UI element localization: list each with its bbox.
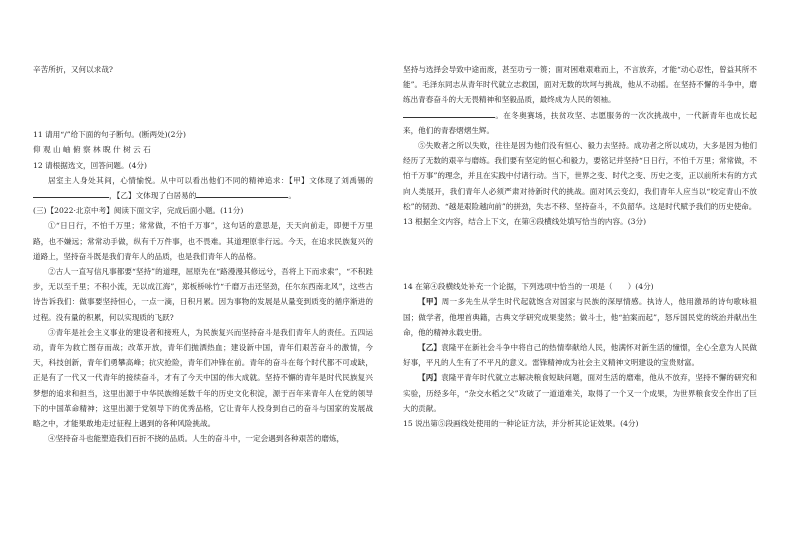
paragraph-1: ①“日日行，不怕千万里；常常做，不怕千万事”，这句话的意思是，天天向前走，即便千万里路，也不嫌远；常常动手做，纵有千万件事，也不畏难。其道理原非行远。今天，在追求民族复兴的道路上，坚持奋斗既是我们青年人的品质，也是我们青年人的品格。 bbox=[33, 221, 373, 261]
question-13: 13 根据全文内容，结合上下文，在第④段横线处填写恰当的内容。(3分) bbox=[403, 217, 647, 227]
question-11-sentence: 仰 观 山 岫 俯 察 林 睨 什 树 云 石 bbox=[33, 145, 151, 155]
section-3-heading: (三)【2022·北京中考】阅读下面文字，完成后面小题。(11分) bbox=[33, 206, 244, 216]
option-c: 【丙】袁隆平青年时代就立志解决粮食短缺问题，面对生活的磨难，他从不放弃，坚持不懈的研究和实验，历经多年，“杂交水稻之父”攻破了一道道难关，取得了一个又一个成果，为世界粮食安全作出了巨大的贡献。 bbox=[403, 373, 757, 413]
question-11: 11 请用“/”给下面的句子断句。(断两处)(2分) bbox=[33, 130, 186, 140]
paragraph-2: ②古人一直写信凡事都要“坚持”的道理，屈原先在“路漫漫其修远兮，吾将上下而求索”，“不积跬步，无以至千里；不积小流，无以成江海”，郑板桥咏竹“千磨万击还坚劲，任尔东西南北风”，这些古诗告诉我们：做事要坚持恒心，一点一滴，日积月累。因为事物的发展是从量变到质变的循序渐进的过程。没有量的积累，何以实现质的飞跃? bbox=[33, 267, 373, 322]
option-b: 【乙】袁隆平在新社会斗争中将自己的热情奉献给人民，他满怀对新生活的憧憬，全心全意为人民做好事，平凡的人生有了不平凡的意义。雷锋精神成为社会主义精神文明建设的宝贵财富。 bbox=[403, 343, 757, 368]
paragraph-4: ④坚持奋斗也能塑造我们百折不挠的品质。人生的奋斗中，一定会遇到各种艰苦的磨炼， bbox=[48, 434, 345, 444]
question-15: 15 说出第⑤段画线处使用的一种论证方法，并分析其论证效果。(4分) bbox=[403, 419, 639, 429]
left-column bbox=[33, 62, 373, 446]
option-a: 【甲】周一多先生从学生时代起就饱含对国家与民族的深厚情感。执诗人，他用激昂的诗句歌咏祖国；做学者，他埋首典籍，古典文学研究成果斐然；做斗士，他“拍案而起”，怒斥国民党的统治并献出生命，他的精神永载史册。 bbox=[403, 297, 757, 337]
passage-tail: 辛苦所折，又何以求哉? bbox=[33, 65, 114, 74]
paragraph-4-blank-line: 。在冬奥赛场，扶贫攻坚、志愿服务的一次次挑战中，一代新青年也成长起来，他们的青春熠熠生辉。 bbox=[403, 110, 757, 135]
paragraph-3: ③青年是社会主义事业的建设者和接班人，为民族复兴而坚持奋斗是我们青年人的责任。五四运动，青年为救亡图存而战；改革开放，青年们抛洒热血；建设新中国，青年们艰苦奋斗的激情，今天，科技创新，青年们勇攀高峰；抗灾抢险，青年们冲锋在前。青年的奋斗在每个时代都不可或缺，正是有了一代又一代青年的接续奋斗，才有了今天中国的伟大成就。坚持不懈的青年是时代民族复兴梦想的追求和担当，这里出源于中华民族绵延数千年的历史文化积淀，源于百年来青年人在党的领导下的中国革命精神；这里出源于党领导下的优秀品格，它让青年人投身到自己的奋斗与国家的发展战略之中，才能果敢地走过征程上遇到的各种风险挑战。 bbox=[33, 327, 373, 429]
question-12: 12 请根据选文，回答问题。(4分) bbox=[33, 160, 147, 170]
question-12-text: 居室主人身处其间，心情愉悦。从中可以看出他们不同的精神追求：【甲】文体现了刘禹锡的，【乙】文体现了白居易的 。 bbox=[33, 173, 373, 203]
question-14: 14 在第④段横线处补充一个论据，下列选项中恰当的一项是（ ）(4分) bbox=[403, 282, 654, 292]
paragraph-4-continued: 坚持与选择会导致中途而废，甚至功亏一篑；面对困难艰难而上，不言放弃，才能“动心忍性，曾益其所不能”。毛泽东同志从青年时代就立志救国，面对无数的坎坷与挑战，他从不动摇。在坚持不懈的斗争中，磨练出青春奋斗的大无畏精神和坚毅品质，最终成为人民的领袖。 bbox=[403, 65, 757, 105]
answer-blank-1[interactable] bbox=[33, 189, 109, 198]
answer-blank-2[interactable] bbox=[196, 189, 288, 198]
paragraph-5: ⑤失败者之所以失败，往往是因为他们没有恒心、毅力去坚持。成功者之所以成功，大多是因为他们经历了无数的艰辛与磨练。我们要有坚定的恒心和毅力，要铭记并坚持“日日行，不怕千万里；常常做，不怕千万事”的理念，并且在实践中付诸行动。当下，世界之变、时代之变、历史之变，正以前所未有的方式向人类展开，我们青年人必须严肃对待新时代的挑战。面对风云变幻，我们青年人应当以“咬定青山不放松”的韧劲、“越是艰险越向前”的拼劲，失志不移、坚持奋斗，不负韶华。这是时代赋予我们的历史使命。 bbox=[403, 141, 757, 211]
right-column bbox=[403, 62, 757, 431]
answer-blank-3[interactable] bbox=[403, 109, 495, 118]
